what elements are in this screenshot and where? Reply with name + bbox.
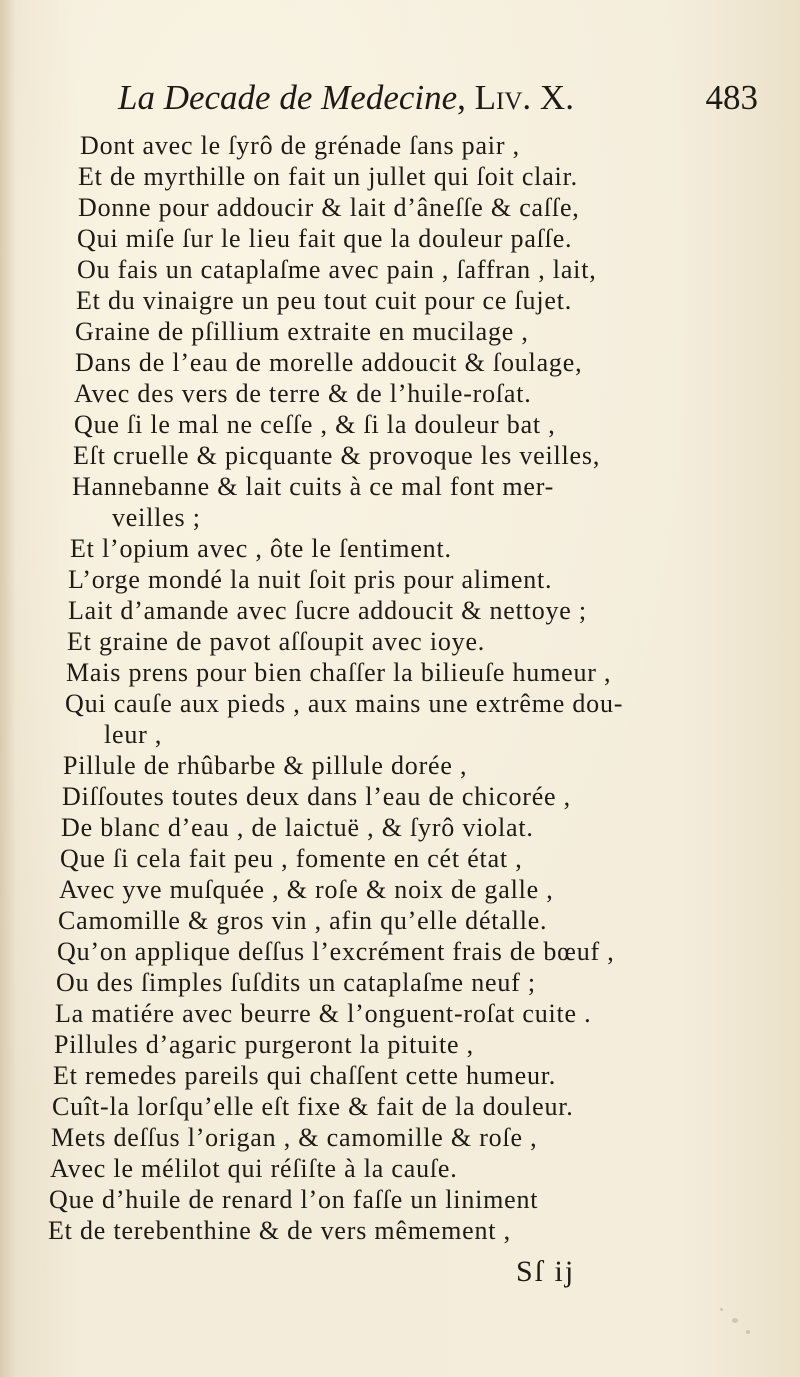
- paper-stain: [720, 1308, 723, 1311]
- verse-line: Que ſi le mal ne ceſſe , & ſi la douleur bat ,: [74, 410, 556, 439]
- verse-line: Lait d’amande avec ſucre addoucit & nettoye ;: [68, 596, 587, 625]
- running-title: La Decade de Medecine: [118, 78, 458, 117]
- verse-line: Et de myrthille on fait un jullet qui ſoit clair.: [78, 162, 578, 191]
- page-header: [118, 78, 758, 126]
- verse-line: Et du vinaigre un peu tout cuit pour ce ſujet.: [76, 286, 573, 315]
- verse-line: Qui miſe ſur le lieu fait que la douleur paſſe.: [77, 224, 573, 253]
- verse-line: Eſt cruelle & picquante & provoque les veilles,: [73, 441, 601, 470]
- verse-line: De blanc d’eau , de laictuë , & ſyrô violat.: [61, 813, 534, 842]
- verse-line: La matiére avec beurre & l’onguent-roſat cuite .: [55, 999, 592, 1028]
- page-edge-shadow: [0, 0, 16, 1377]
- verse-line: L’orge mondé la nuit ſoit pris pour aliment.: [68, 565, 553, 594]
- verse-line: Hannebanne & lait cuits à ce mal font mer-: [72, 472, 555, 501]
- verse-line: Graine de pſillium extraite en mucilage ,: [75, 317, 529, 346]
- verse-line: Et graine de pavot aſſoupit avec ioye.: [67, 627, 486, 656]
- verse-line: Camomille & gros vin , afin qu’elle détalle.: [58, 906, 548, 935]
- paper-stain: [746, 1330, 750, 1334]
- verse-line: Qui cauſe aux pieds , aux mains une extrême dou-: [65, 689, 624, 718]
- verse-line: Diſſoutes toutes deux dans l’eau de chicorée ,: [62, 782, 571, 811]
- paper-stain: [732, 1318, 738, 1323]
- verse-line: Avec le mélilot qui réſiſte à la cauſe.: [50, 1154, 458, 1183]
- verse-line: Avec des vers de terre & de l’huile-roſat.: [74, 379, 532, 408]
- verse-line: Dont avec le ſyrô de grénade ſans pair ,: [80, 131, 520, 160]
- verse-line: Avec yve muſquée , & roſe & noix de galle ,: [59, 875, 554, 904]
- printer-signature-mark: Sſ ij: [516, 1255, 576, 1288]
- verse-line: Et l’opium avec , ôte le ſentiment.: [70, 534, 452, 563]
- verse-line: leur ,: [104, 720, 163, 749]
- book-reference: , Liv. X.: [457, 78, 574, 117]
- verse-line: Mets deſſus l’origan , & camomille & roſe ,: [51, 1123, 538, 1152]
- verse-line: veilles ;: [112, 503, 201, 532]
- verse-line: Et de terebenthine & de vers mêmement ,: [48, 1216, 511, 1245]
- verse-line: Cuît-la lorſqu’elle eſt fixe & fait de la douleur.: [52, 1092, 574, 1121]
- verse-line: Ou fais un cataplaſme avec pain , ſaffran , lait,: [77, 255, 597, 284]
- page-number: 483: [705, 78, 758, 117]
- verse-line: Que ſi cela fait peu , fomente en cét état ,: [60, 844, 523, 873]
- verse-line: Dans de l’eau de morelle addoucit & ſoulage,: [75, 348, 583, 377]
- verse-line: Pillules d’agaric purgeront la pituite ,: [54, 1030, 474, 1059]
- verse-line: Pillule de rhûbarbe & pillule dorée ,: [63, 751, 468, 780]
- verse-line: Ou des ſimples ſuſdits un cataplaſme neuf ;: [56, 968, 536, 997]
- verse-line: Qu’on applique deſſus l’excrément frais de bœuf ,: [57, 937, 615, 966]
- verse-line: Que d’huile de renard l’on faſſe un liniment: [49, 1185, 539, 1214]
- verse-line: Donne pour addoucir & lait d’âneſſe & caſſe,: [78, 193, 580, 222]
- verse-line: Mais prens pour bien chaſſer la bilieuſe humeur ,: [66, 658, 612, 687]
- verse-line: Et remedes pareils qui chaſſent cette humeur.: [53, 1061, 557, 1090]
